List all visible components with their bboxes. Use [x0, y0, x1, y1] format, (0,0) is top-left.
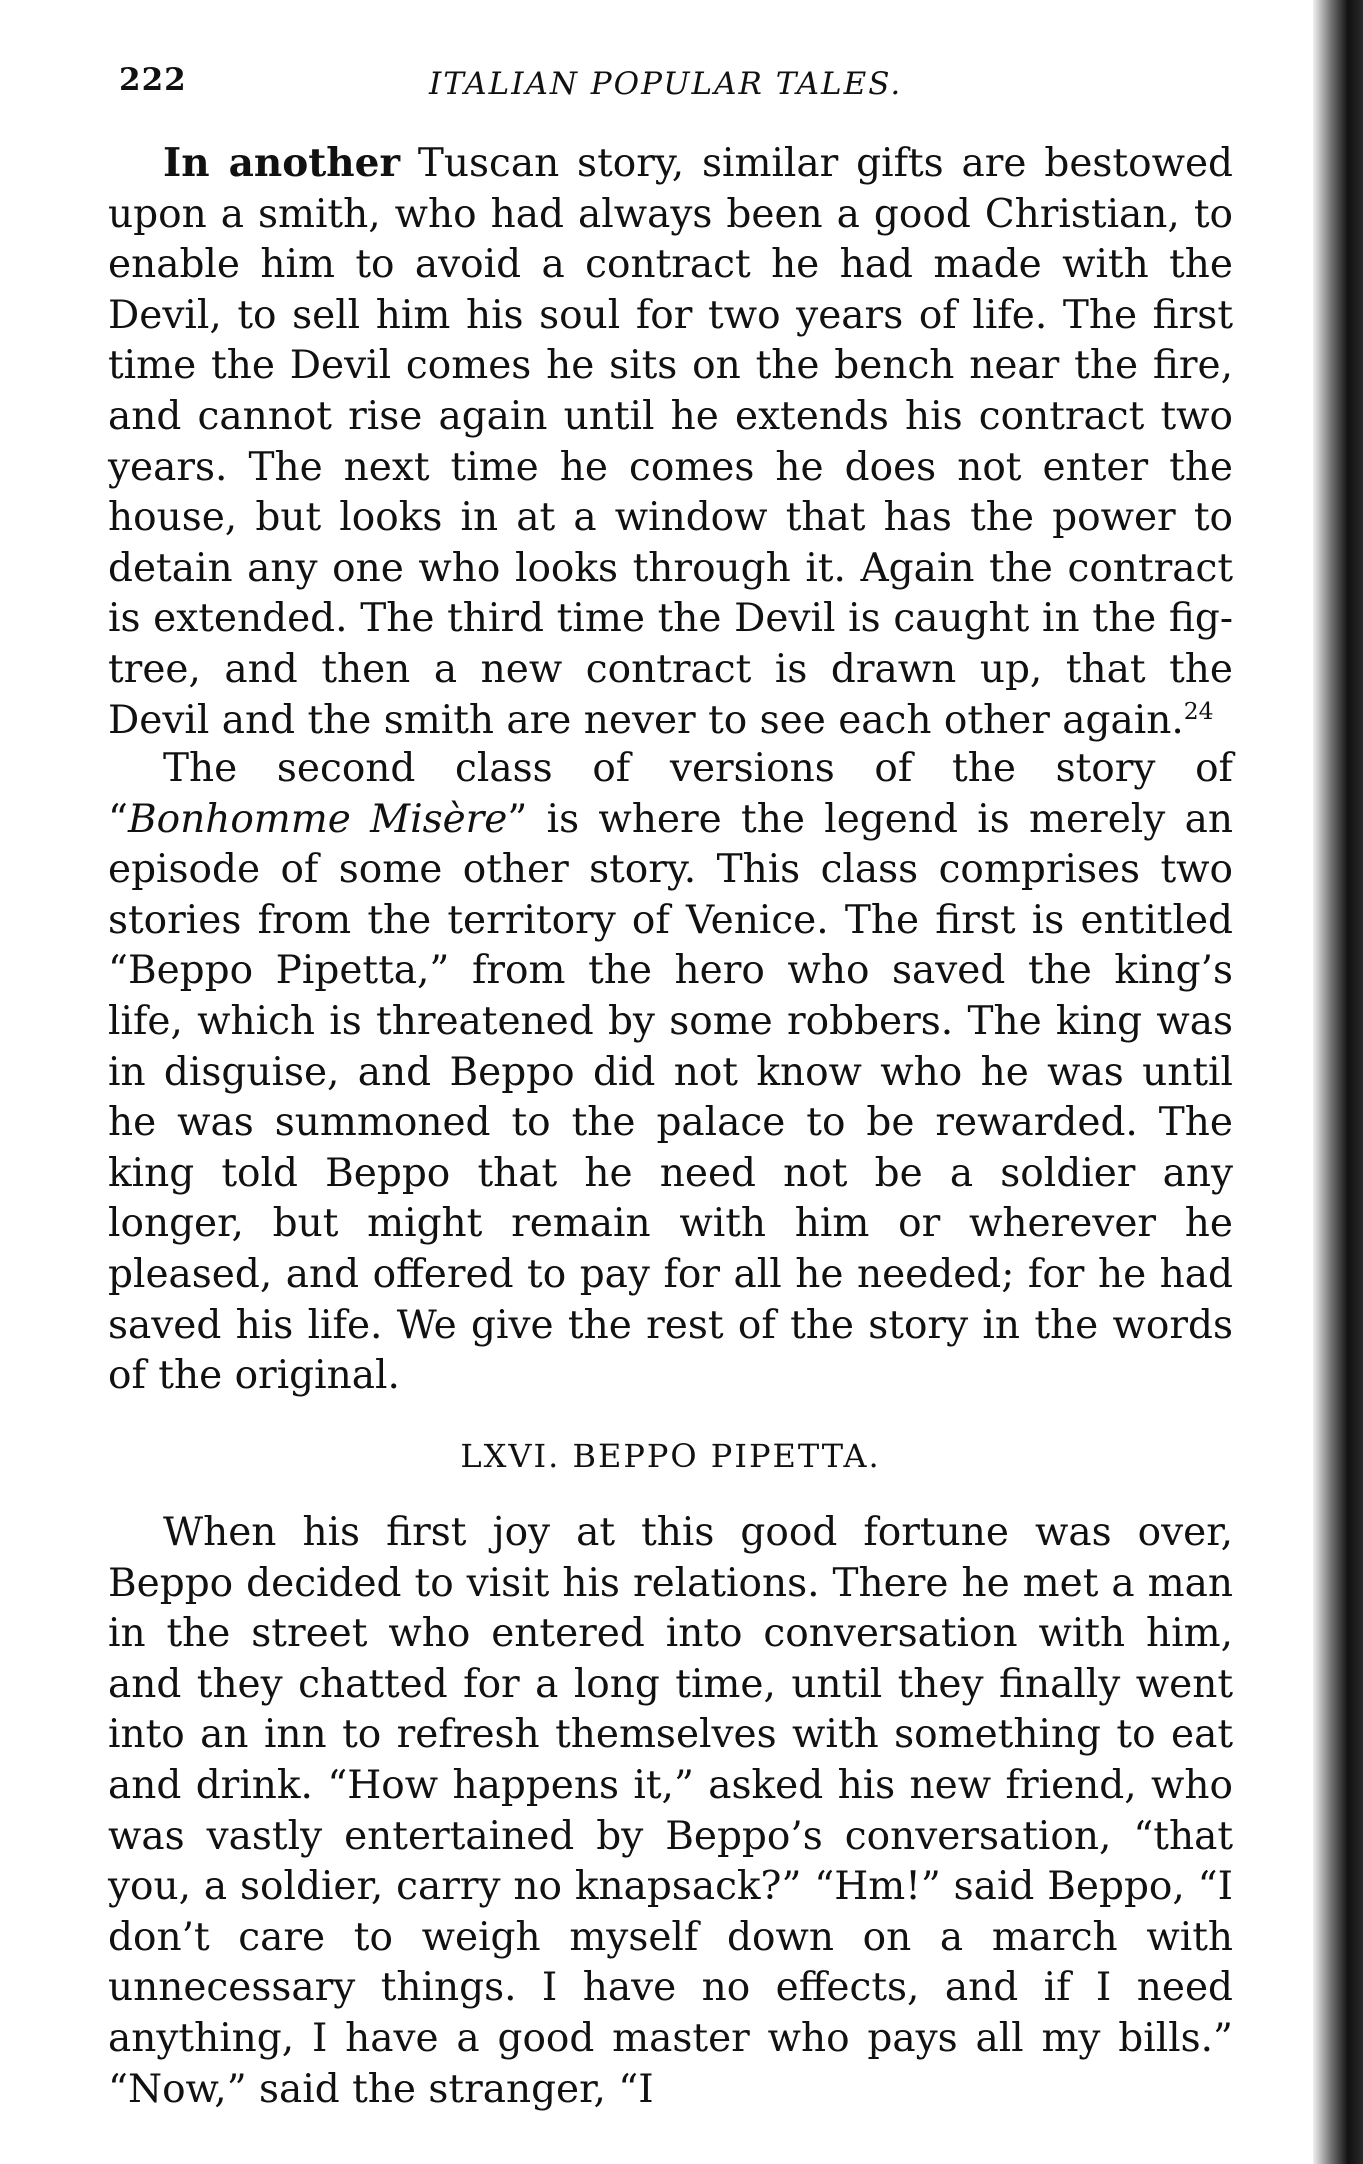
- page-edge-shadow: [1313, 0, 1363, 2164]
- paragraph-tuscan-story: [108, 138, 1233, 746]
- paragraph-second-class: [108, 744, 1233, 1402]
- paragraph-lead-words: In another: [163, 140, 400, 186]
- paragraph-text-after-title: ” is where the legend is merely an episode of some other story. This class comprises two stories from the territory of Venice. The first is entitled “Beppo Pipetta,” from the hero who saved the king’s life, which is threatened by some robbers. The king was in disguise, and Beppo did not know who he was until he was summoned to the palace to be rewarded. The king told Beppo that he need not be a soldier any longer, but might remain with him or wherever he pleased, and offered to pay for all he needed; for he had saved his life. We give the rest of the story in the words of the original.: [108, 796, 1233, 1399]
- paragraph-text-before-title: The second class of versions of the story of “: [108, 746, 1233, 842]
- story-title-italic: Bonhomme Misère: [127, 796, 508, 842]
- paragraph-text: Tuscan story, similar gifts are bestowed upon a smith, who had always been a good Christian, to enable him to avoid a contract he had made with the Devil, to sell him his soul for two years of life. The first time the Devil comes he sits on the bench near the fire, and cannot rise again until he extends his contract two years. The next time he comes he does not enter the house, but looks in at a window that has the power to detain any one who looks through it. Again the contract is extended. The third time the Devil is caught in the fig-tree, and then a new contract is drawn up, that the Devil and the smith are never to see each other again.: [108, 141, 1233, 743]
- footnote-reference: 24: [1183, 696, 1214, 725]
- page-header: [119, 62, 1229, 122]
- running-title: ITALIAN POPULAR TALES.: [429, 66, 903, 102]
- section-heading: LXVI. BEPPO PIPETTA.: [460, 1437, 881, 1475]
- paragraph-beppo-story: [108, 1508, 1233, 2115]
- story-paragraph-text: When his first joy at this good fortune was over, Beppo decided to visit his relations. There he met a man in the street who entered into conversation with him, and they chatted for a long time, until they finally went into an inn to refresh themselves with something to eat and drink. “How happens it,” asked his new friend, who was vastly entertained by Beppo’s conversation, “that you, a soldier, carry no knapsack?” “Hm!” said Beppo, “I don’t care to weigh myself down on a march with unnecessary things. I have no effects, and if I need anything, I have a good master who pays all my bills.” “Now,” said the stranger, “I: [108, 1510, 1233, 2112]
- page-number: 222: [119, 62, 187, 98]
